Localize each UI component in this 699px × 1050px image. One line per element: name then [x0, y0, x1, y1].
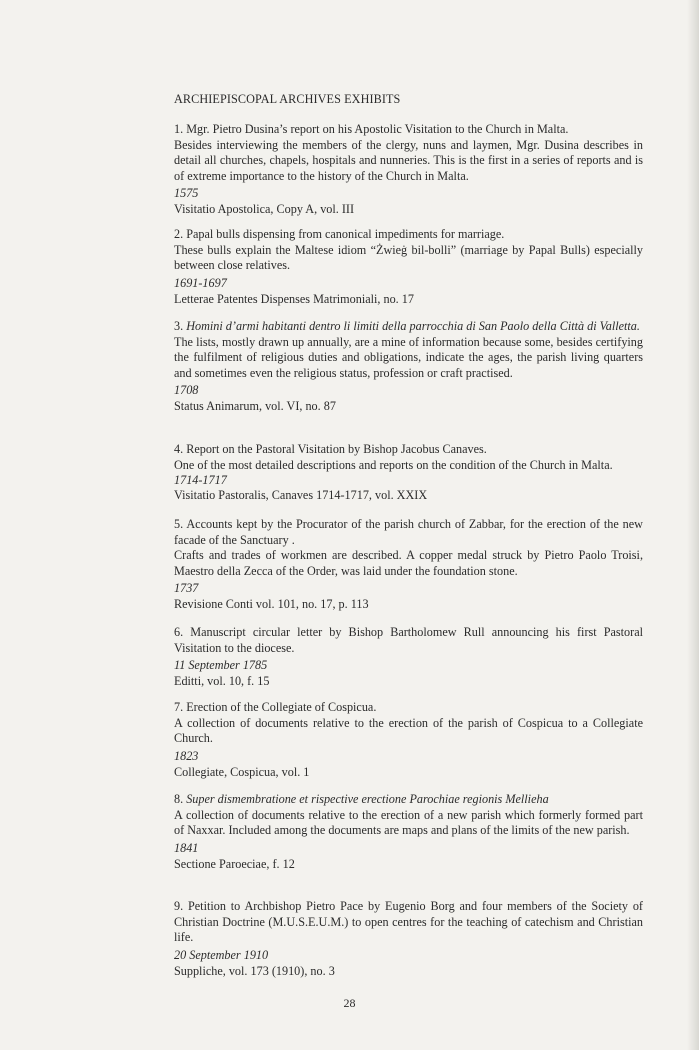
page-number: 28	[343, 996, 356, 1010]
entry-description: A collection of documents relative to the erection of the parish of Cospicua to a Collegiate Church.	[174, 715, 643, 746]
entry-title: 1. Mgr. Pietro Dusina’s report on his Apostolic Visitation to the Church in Malta.	[174, 122, 569, 136]
entry-reference: Suppliche, vol. 173 (1910), no. 3	[174, 963, 335, 978]
entry-title: 8. Super dismembratione et rispective erectione Parochiae regionis Mellieha	[174, 792, 549, 806]
entry-description: Besides interviewing the members of the clergy, nuns and laymen, Mgr. Dusina describes in detail all churches, chapels, hospitals and nunneries. This is the first in a series of reports and is of extreme importance to the history of the Church in Malta.	[174, 137, 643, 183]
entry-description: A collection of documents relative to the erection of a new parish which formerly formed part of Naxxar. Included among the documents are maps and plans of the limits of the new parish.	[174, 807, 643, 838]
exhibit-entry-4	[174, 442, 643, 504]
entry-description: These bulls explain the Maltese idiom “Żwieġ bil-bolli” (marriage by Papal Bulls) especially between close relatives.	[174, 242, 643, 273]
entry-reference: Sectione Paroeciae, f. 12	[174, 856, 295, 871]
entry-date: 20 September 1910	[174, 947, 269, 962]
exhibit-entry-5	[174, 517, 643, 613]
entry-reference: Revisione Conti vol. 101, no. 17, p. 113	[174, 597, 369, 612]
exhibit-entry-8	[174, 792, 643, 872]
exhibit-entry-3	[174, 319, 643, 415]
entry-date: 1841	[174, 840, 199, 855]
entry-reference: Status Animarum, vol. VI, no. 87	[174, 399, 336, 414]
entry-description: The lists, mostly drawn up annually, are a mine of information because some, besides certifying the fulfilment of religious duties and obligations, indicate the ages, the parish living quarters and sometimes even the religious status, profession or craft practised.	[174, 334, 643, 380]
exhibit-entry-1	[174, 122, 643, 218]
page-heading: ARCHIEPISCOPAL ARCHIVES EXHIBITS	[174, 92, 401, 106]
entry-title: 6. Manuscript circular letter by Bishop Bartholomew Rull announcing his first Pastoral Visitation to the diocese.	[174, 625, 643, 655]
entry-title: 5. Accounts kept by the Procurator of the parish church of Zabbar, for the erection of the new facade of the Sanctuary .	[174, 517, 643, 547]
entry-reference: Visitatio Pastoralis, Canaves 1714-1717, vol. XXIX	[174, 488, 428, 503]
entry-reference: Letterae Patentes Dispenses Matrimoniali, no. 17	[174, 291, 414, 306]
exhibit-entry-6	[174, 625, 643, 690]
entry-description: One of the most detailed descriptions and reports on the condition of the Church in Malta.	[174, 457, 613, 472]
entry-date: 1575	[174, 186, 199, 201]
exhibit-entry-2	[174, 227, 643, 307]
entry-date: 1823	[174, 748, 199, 763]
entry-reference: Collegiate, Cospicua, vol. 1	[174, 764, 310, 779]
entry-description: Crafts and trades of workmen are described. A copper medal struck by Pietro Paolo Troisi, Maestro della Zecca of the Order, was laid under the foundation stone.	[174, 548, 643, 578]
entry-title: 2. Papal bulls dispensing from canonical impediments for marriage.	[174, 227, 505, 241]
exhibit-entry-9	[174, 899, 643, 979]
entry-date: 1737	[174, 581, 199, 596]
entry-title: 4. Report on the Pastoral Visitation by Bishop Jacobus Canaves.	[174, 442, 487, 456]
entry-date: 1691-1697	[174, 275, 227, 290]
entry-title: 7. Erection of the Collegiate of Cospicua.	[174, 700, 377, 714]
entry-title: 3. Homini d’armi habitanti dentro li limiti della parrocchia di San Paolo della Città di Valletta.	[174, 319, 640, 333]
entry-date: 11 September 1785	[174, 658, 268, 673]
entry-reference: Editti, vol. 10, f. 15	[174, 674, 270, 689]
entry-date: 1708	[174, 383, 199, 398]
entry-title: 9. Petition to Archbishop Pietro Pace by Eugenio Borg and four members of the Society of Christian Doctrine (M.U.S.E.U.M.) to open centres for the teaching of catechism and Christian life.	[174, 899, 643, 945]
page-edge	[687, 0, 699, 1050]
entry-date: 1714-1717	[174, 473, 227, 488]
entry-reference: Visitatio Apostolica, Copy A, vol. III	[174, 202, 355, 217]
exhibit-entry-7	[174, 700, 643, 780]
